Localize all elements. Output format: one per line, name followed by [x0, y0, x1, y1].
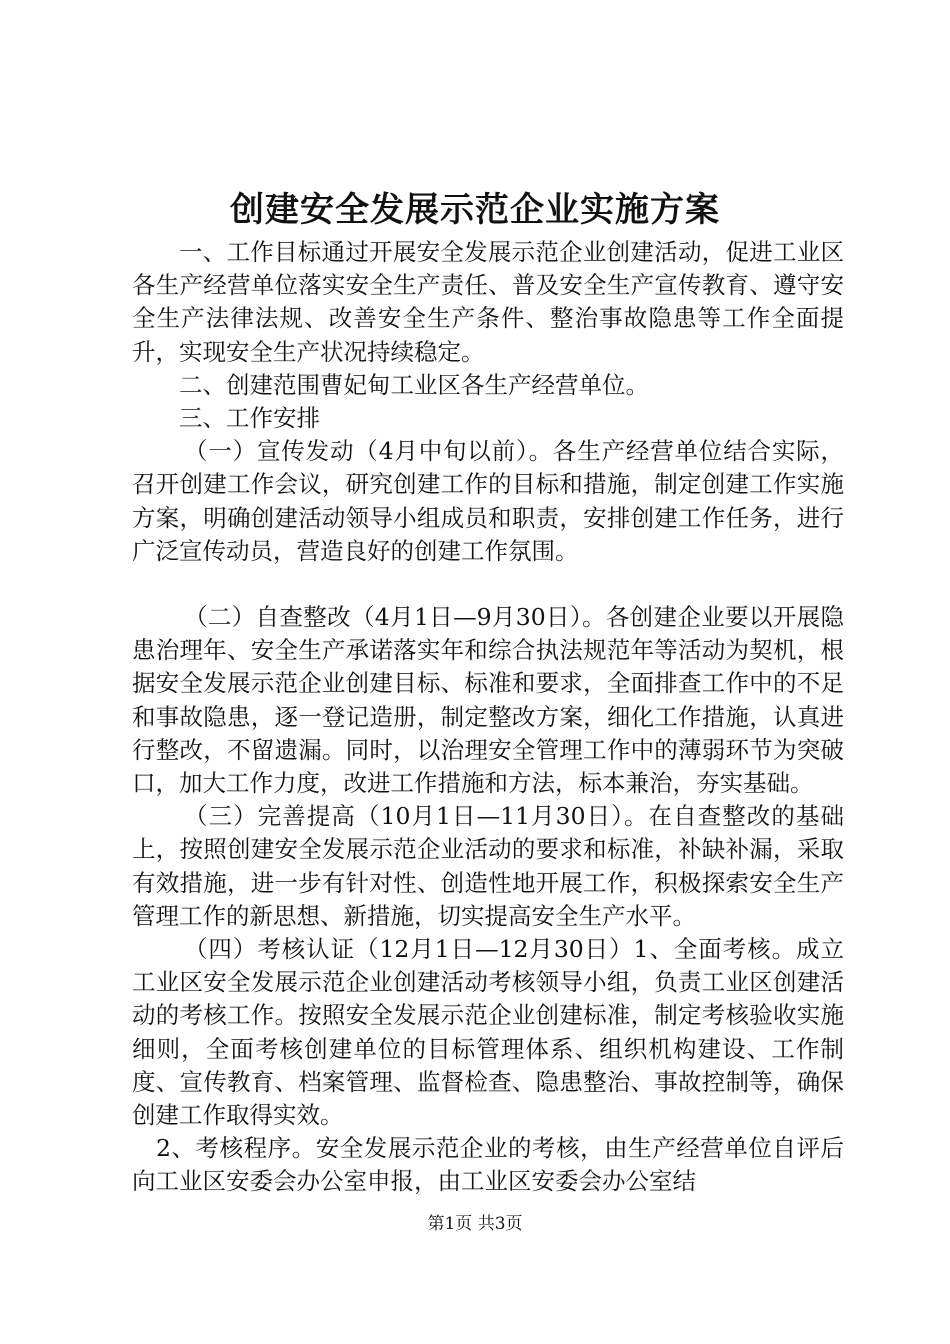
- document-title: 创建安全发展示范企业实施方案: [230, 190, 720, 230]
- paragraph-assessment-procedure: 2、考核程序。安全发展示范企业的考核，由生产经营单位自评后向工业区安委会办公室申报，由工业区安委会办公室结: [132, 1134, 844, 1196]
- document-body: [132, 236, 844, 1199]
- paragraph-step-1: （一）宣传发动（4月中旬以前）。各生产经营单位结合实际，召开创建工作会议，研究创建工作的目标和措施，制定创建工作实施方案，明确创建活动领导小组成员和职责，安排创建工作任务，进行广泛宣传动员，营造良好的创建工作氛围。: [132, 437, 844, 565]
- paragraph-step-3: （三）完善提高（10月1日—11月30日）。在自查整改的基础上，按照创建安全发展示范企业活动的要求和标准，补缺补漏，采取有效措施，进一步有针对性、创造性地开展工作，积极探索安全生产管理工作的新思想、新措施，切实提高安全生产水平。: [132, 802, 844, 930]
- paragraph-gap: [132, 568, 844, 601]
- paragraph-work-goal: 一、工作目标通过开展安全发展示范企业创建活动，促进工业区各生产经营单位落实安全生产责任、普及安全生产宣传教育、遵守安全生产法律法规、改善安全生产条件、整治事故隐患等工作全面提升，实现安全生产状况持续稳定。: [132, 238, 844, 366]
- paragraph-arrangement-heading: 三、工作安排: [179, 404, 320, 433]
- paragraph-scope: 二、创建范围曹妃甸工业区各生产经营单位。: [179, 370, 649, 399]
- paragraph-step-4: （四）考核认证（12月1日—12月30日）1、全面考核。成立工业区安全发展示范企业创建活动考核领导小组，负责工业区创建活动的考核工作。按照安全发展示范企业创建标准，制定考核验收实施细则，全面考核创建单位的目标管理体系、组织机构建设、工作制度、宣传教育、档案管理、监督检查、隐患整治、事故控制等，确保创建工作取得实效。: [132, 935, 844, 1130]
- page-number-footer: 第1页 共3页: [427, 1214, 523, 1234]
- paragraph-step-2: （二）自查整改（4月1日—9月30日）。各创建企业要以开展隐患治理年、安全生产承诺落实年和综合执法规范年等活动为契机，根据安全发展示范企业创建目标、标准和要求，全面排查工作中的不足和事故隐患，逐一登记造册，制定整改方案，细化工作措施，认真进行整改，不留遗漏。同时，以治理安全管理工作中的薄弱环节为突破口，加大工作力度，改进工作措施和方法，标本兼治，夯实基础。: [132, 603, 844, 798]
